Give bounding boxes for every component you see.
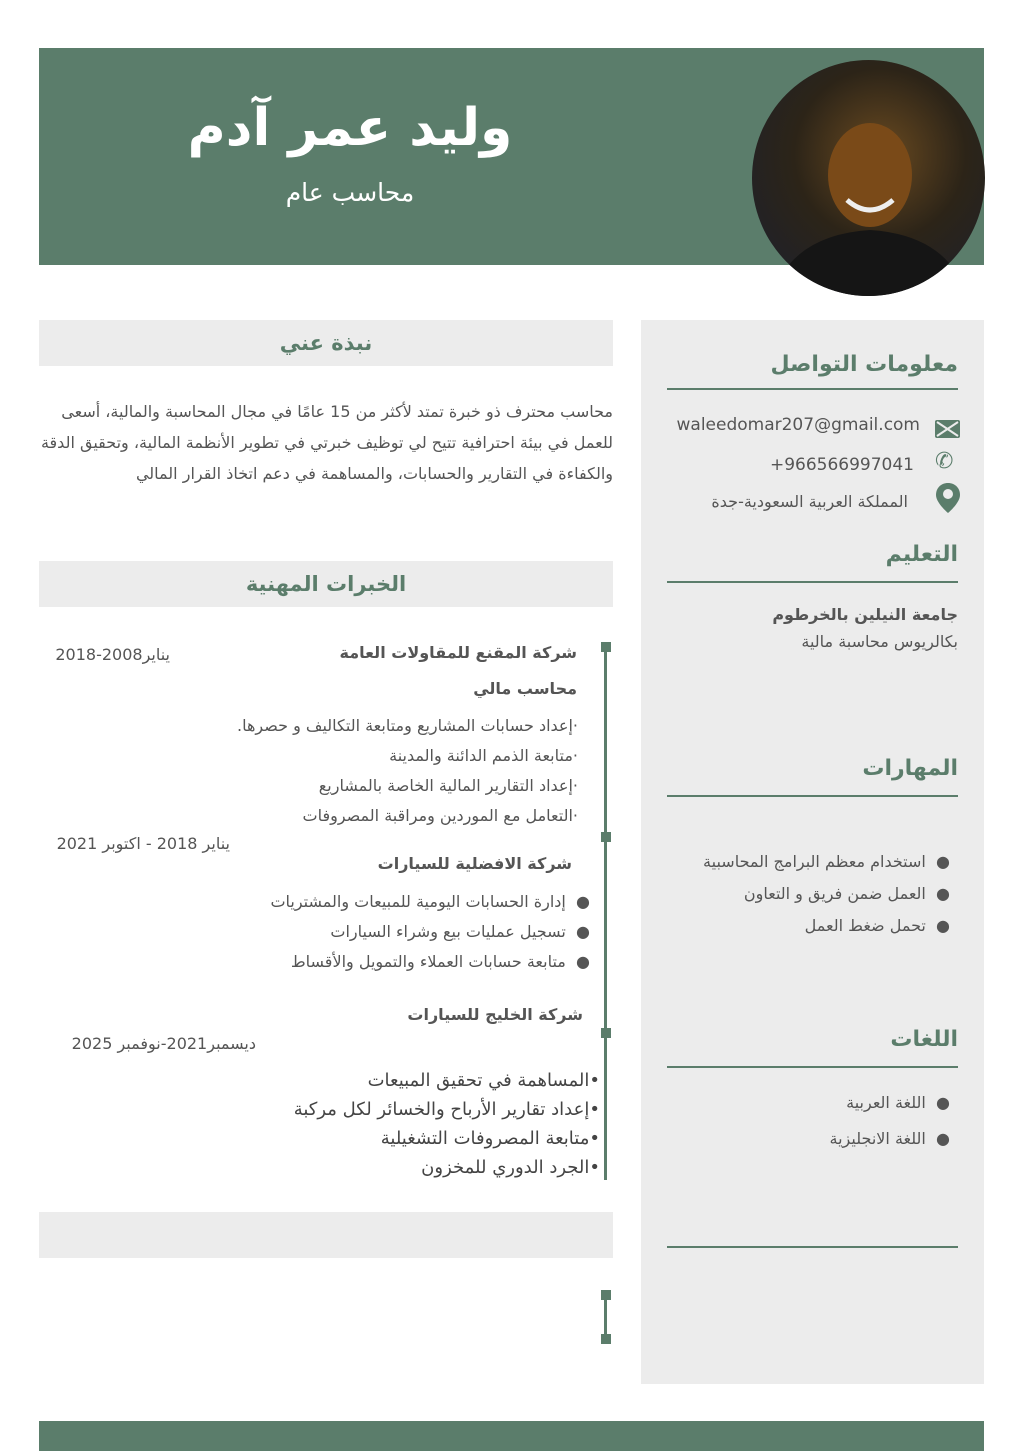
divider	[667, 1246, 958, 1248]
timeline-marker	[601, 1334, 611, 1344]
skill-item: ● تحمل ضغط العمل	[804, 916, 950, 935]
task-item: •متابعة المصروفات التشغيلية	[380, 1128, 600, 1149]
timeline-line	[604, 642, 607, 1180]
job-title: محاسب عام	[285, 178, 415, 207]
skill-item: ● استخدام معظم البرامج المحاسبية	[703, 852, 950, 871]
job-period: ديسمبر2021-نوفمبر 2025	[71, 1034, 256, 1053]
contact-heading: معلومات التواصل	[770, 352, 958, 377]
task-item: ·متابعة الذمم الدائنة والمدينة	[389, 746, 578, 765]
phone-icon: ✆	[935, 449, 954, 474]
task-item: ·إعداد التقارير المالية الخاصة بالمشاريع	[318, 776, 578, 795]
skill-item: ● العمل ضمن فريق و التعاون	[743, 884, 950, 903]
job-tasks	[150, 1066, 600, 1182]
job-period: يناير 2018 - اكتوبر 2021	[56, 834, 230, 853]
about-heading: نبذة عني	[39, 320, 613, 366]
location-text: المملكة العربية السعودية-جدة	[711, 492, 908, 511]
divider	[667, 388, 958, 390]
degree: بكالريوس محاسبة مالية	[801, 632, 958, 651]
languages-list	[700, 1085, 950, 1157]
profile-photo	[752, 60, 985, 296]
job-company: شركة الخليج للسيارات	[407, 1005, 583, 1024]
job-company: شركة المقنع للمقاولات العامة	[339, 643, 577, 662]
job-role: محاسب مالي	[473, 679, 577, 698]
task-item: •إعداد تقارير الأرباح والخسائر لكل مركبة	[293, 1099, 600, 1120]
languages-heading: اللغات	[890, 1027, 958, 1052]
task-item: •الجرد الدوري للمخزون	[421, 1157, 600, 1178]
task-item: ● إدارة الحسابات اليومية للمبيعات والمشتريات	[270, 892, 590, 911]
person-photo-icon	[752, 60, 985, 296]
email-text: waleedomar207@gmail.com	[676, 415, 920, 435]
divider	[667, 1066, 958, 1068]
about-text: محاسب محترف ذو خبرة تمتد لأكثر من 15 عامًا في مجال المحاسبة والمالية، أسعى للعمل في بيئة احترافية تتيح لي توظيف خبرتي في تطوير الأنظمة المالية، وتحقيق الدقة والكفاءة في التقارير والحسابات، والمساهمة في دعم اتخاذ القرار المالي	[40, 402, 613, 483]
phone-text: +966566997041	[769, 455, 914, 475]
job-tasks	[150, 887, 590, 977]
language-item: ● اللغة الانجليزية	[829, 1129, 950, 1148]
university: جامعة النيلين بالخرطوم	[772, 605, 958, 624]
envelope-icon	[935, 420, 960, 438]
timeline-marker	[601, 1028, 611, 1038]
job-period: يناير2008-2018	[55, 645, 170, 664]
task-item: •المساهمة في تحقيق المبيعات	[367, 1070, 600, 1091]
job-tasks	[150, 711, 578, 831]
divider	[667, 581, 958, 583]
task-item: ● تسجيل عمليات بيع وشراء السيارات	[330, 922, 590, 941]
empty-section-bar	[39, 1212, 613, 1258]
timeline-marker	[601, 642, 611, 652]
location-pin-icon	[936, 483, 960, 513]
person-name: وليد عمر آدم	[187, 98, 513, 158]
task-item: ·التعامل مع الموردين ومراقبة المصروفات	[302, 806, 578, 825]
job-company: شركة الافضلية للسيارات	[377, 854, 572, 873]
divider	[667, 795, 958, 797]
skills-list	[700, 846, 950, 942]
education-heading: التعليم	[885, 542, 958, 567]
language-item: ● اللغة العربية	[846, 1093, 950, 1112]
task-item: ● متابعة حسابات العملاء والتمويل والأقساط	[290, 952, 590, 971]
timeline-marker	[601, 1290, 611, 1300]
experience-heading: الخبرات المهنية	[39, 561, 613, 607]
task-item: ·إعداد حسابات المشاريع ومتابعة التكاليف و حصرها.	[237, 716, 578, 735]
skills-heading: المهارات	[862, 756, 958, 781]
timeline-marker	[601, 832, 611, 842]
